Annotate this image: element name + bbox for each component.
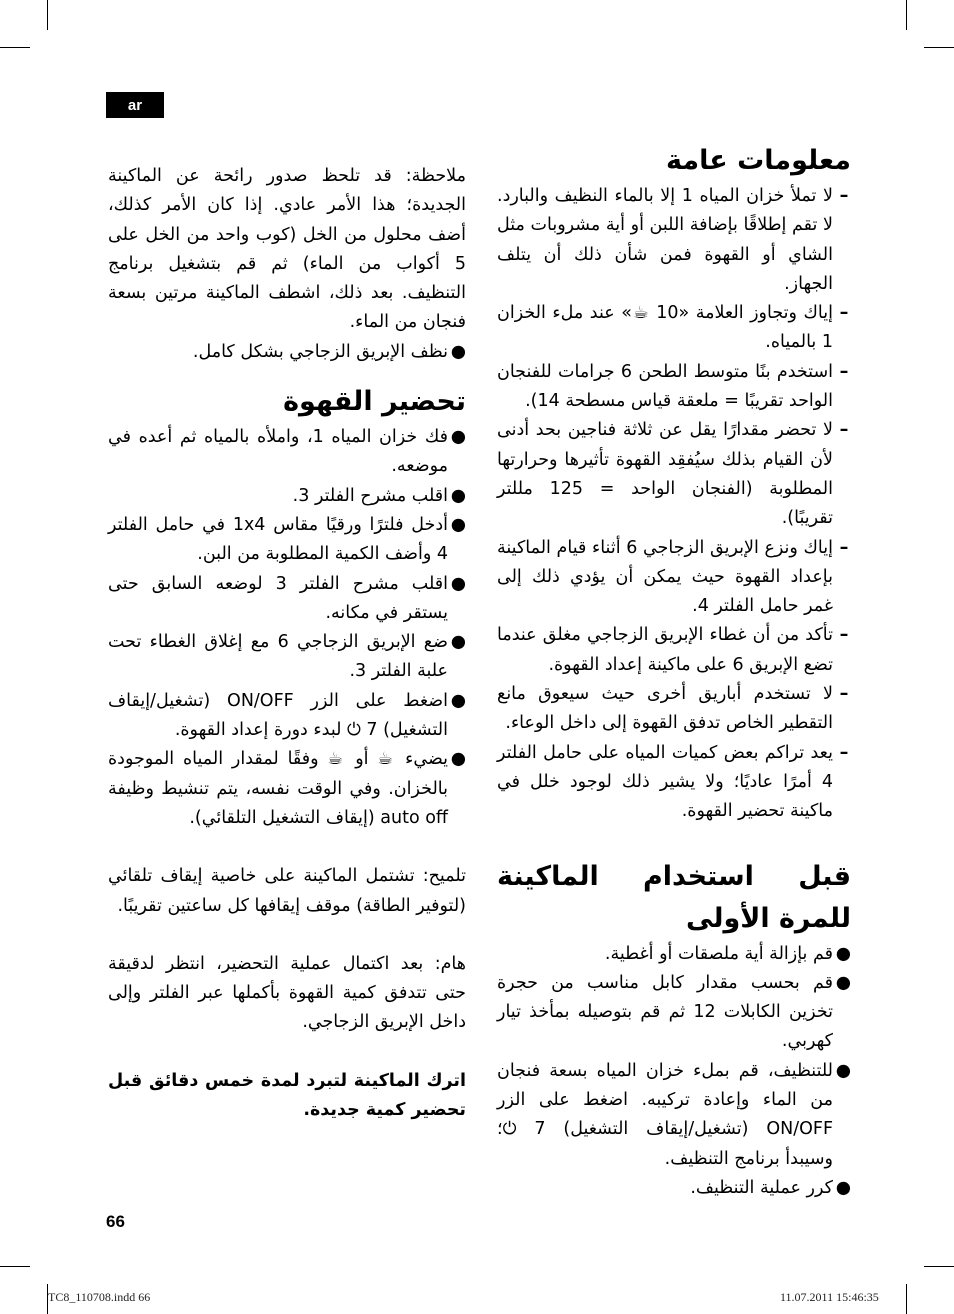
- brew-step-text: اقلب مشرح الفلتر 3 لوضعه السابق حتى يستقر في مكانه.: [108, 573, 448, 623]
- right-column: [497, 140, 851, 1203]
- general-info-item-text: لا تحضر مقدارًا يقل عن ثلاثة فناجين بحد أدنى لأن القيام بذلك سيُفقِد القهوة تأثيرها وحرارتها المطلوبة (الفنجان الواحد = 125 مللتر تقريبًا).: [497, 420, 833, 529]
- before-use-list: [497, 940, 851, 1204]
- crop-mark: [924, 47, 954, 48]
- brew-step: [108, 628, 466, 687]
- dash-marker: –: [839, 537, 849, 558]
- general-info-heading: معلومات عامة: [666, 145, 851, 176]
- crop-mark: [924, 1266, 954, 1267]
- general-info-item: [497, 739, 851, 827]
- dash-marker: –: [839, 361, 849, 382]
- before-use-item-text: كرر عملية التنظيف.: [690, 1177, 833, 1198]
- bullet-icon: ●: [835, 1060, 851, 1081]
- general-info-item: [497, 416, 851, 533]
- before-use-item-text: للتنظيف، قم بملء خزان المياه بسعة فنجان من الماء وإعادة تركيبه. اضغط على الزر ON/OFF (تشغيل/إيقاف التشغيل) 7 ⏻؛ وسيبدأ برنامج التنظيف.: [497, 1060, 834, 1169]
- bullet-icon: ●: [835, 943, 851, 964]
- note-list: [108, 338, 466, 367]
- general-info-item-text: لا تملأ خزان المياه 1 إلا بالماء النظيف والبارد. لا تقم إطلاقًا بإضافة اللبن أو أية مشروبات مثل الشاي أو القهوة فمن شأن ذلك أن يتلف الجهاز.: [497, 186, 833, 294]
- bullet-icon: ●: [450, 632, 466, 653]
- brew-step-text: يضيء ☕ أو ☕ وفقًا لمقدار المياه الموجودة بالخزان. وفي الوقت نفسه، يتم تنشيط وظيفة auto off (إيقاف التشغيل التلقائي).: [108, 749, 448, 828]
- crop-mark: [0, 47, 30, 48]
- brew-step-text: اقلب مشرح الفلتر 3.: [292, 485, 448, 506]
- bullet-icon: ●: [450, 514, 466, 535]
- crop-mark: [0, 1266, 30, 1267]
- bullet-icon: ●: [450, 573, 466, 594]
- brew-step: [108, 423, 466, 482]
- general-info-item-text: إياك ونزع الإبريق الزجاجي 6 أثناء قيام الماكينة بإعداد القهوة حيث يمكن أن يؤدي ذلك إلى غمر حامل الفلتر 4.: [497, 537, 833, 617]
- dash-marker: –: [839, 684, 849, 705]
- bullet-icon: ●: [450, 690, 466, 711]
- brew-step-text: فك خزان المياه 1، واملأه بالمياه ثم أعده في موضعه.: [108, 427, 448, 477]
- general-info-item-text: استخدم بنًا متوسط الطحن 6 جرامات للفنجان الواحد تقريبًا = ملعقة قياس مسطحة 14).: [497, 361, 833, 412]
- general-info-item: [497, 358, 851, 417]
- brew-step: [108, 511, 466, 570]
- bullet-icon: ●: [450, 427, 466, 448]
- dash-marker: –: [839, 420, 849, 441]
- general-info-item: [497, 534, 851, 622]
- bullet-icon: ●: [450, 341, 466, 362]
- before-use-item: [497, 940, 851, 969]
- brew-step-text: ضع الإبريق الزجاجي 6 مع إغلاق الغطاء تحت علبة الفلتر 3.: [108, 632, 448, 682]
- dash-marker: –: [839, 303, 849, 324]
- tip-paragraph: تلميح: تشتمل الماكينة على خاصية إيقاف تلقائي (لتوفير الطاقة) موقف إيقافها كل ساعتين تقريبًا.: [108, 866, 466, 916]
- before-use-item-text: قم بإزالة أية ملصقات أو أغطية.: [604, 943, 833, 964]
- brew-list: [108, 423, 466, 833]
- before-use-item: [497, 969, 851, 1057]
- before-use-item: [497, 1174, 851, 1203]
- general-info-item-text: لا تستخدم أباريق أخرى حيث سيعوق مانع التقطير الخاص تدفق القهوة إلى داخل الوعاء.: [497, 684, 833, 734]
- bold-note: اترك الماكينة لتبرد لمدة خمس دقائق قبل تحضير كمية جديدة.: [108, 1070, 466, 1121]
- general-info-item-text: إياك وتجاوز العلامة «10 ☕» عند ملء الخزان 1 بالمياه.: [497, 303, 833, 353]
- language-tab: ar: [106, 92, 164, 118]
- crop-mark: [906, 1284, 907, 1314]
- general-info-item: [497, 299, 851, 358]
- left-column: [108, 162, 466, 1125]
- bullet-icon: ●: [835, 1177, 851, 1198]
- general-info-item-text: تأكد من أن غطاء الإبريق الزجاجي مغلق عندما تضع الإبريق 6 على ماكينة إعداد القهوة.: [497, 625, 833, 675]
- note-paragraph: ملاحظة: قد تلحظ صدور رائحة عن الماكينة الجديدة؛ هذا الأمر عادي. إذا كان الأمر كذلك، أضف محلول من الخل (كوب واحد من الخل على 5 أكواب من الماء) ثم قم بتشغيل برنامج التنظيف. بعد ذلك، اشطف الماكينة مرتين بسعة فنجان من الماء.: [108, 166, 466, 333]
- brew-step: [108, 745, 466, 833]
- dash-marker: –: [839, 186, 849, 206]
- bullet-icon: ●: [450, 749, 466, 770]
- before-use-heading: قبل استخدام الماكينة للمرة الأولى: [497, 860, 851, 934]
- dash-marker: –: [839, 742, 849, 763]
- important-paragraph: هام: بعد اكتمال عملية التحضير، انتظر لدقيقة حتى تتدفق كمية القهوة بأكملها عبر الفلتر وإلى داخل الإبريق الزجاجي.: [108, 953, 466, 1033]
- brew-heading: تحضير القهوة: [283, 386, 466, 418]
- bullet-icon: ●: [450, 485, 466, 506]
- footer-file: TC8_110708.indd 66: [48, 1290, 151, 1304]
- spacer: [497, 827, 851, 856]
- before-use-item-text: قم بحسب مقدار كابل مناسب من حجرة تخزين الكابلات 12 ثم قم بتوصيله بمأخذ تيار كهربي.: [497, 972, 833, 1052]
- footer-date: 11.07.2011 15:46:35: [780, 1290, 879, 1304]
- spacer: [108, 833, 466, 862]
- general-info-list: [497, 182, 851, 827]
- brew-step: [108, 570, 466, 629]
- general-info-item: [497, 680, 851, 739]
- spacer: [108, 921, 466, 950]
- crop-mark: [47, 0, 48, 30]
- general-info-item: [497, 182, 851, 299]
- dash-marker: –: [839, 625, 849, 646]
- bullet-icon: ●: [835, 972, 851, 993]
- general-info-item: [497, 621, 851, 680]
- before-use-item: [497, 1057, 851, 1174]
- general-info-item-text: يعد تراكم بعض كميات المياه على حامل الفلتر 4 أمرًا عاديًا؛ ولا يشير ذلك لوجود خلل في ماكينة تحضير القهوة.: [497, 742, 833, 822]
- spacer: [108, 1038, 466, 1067]
- note-item: [108, 338, 466, 367]
- page-number: 66: [106, 1212, 125, 1231]
- brew-step: [108, 687, 466, 746]
- brew-step-text: أدخل فلترًا ورقيًا مقاس 1x4 في حامل الفلتر 4 وأضف الكمية المطلوبة من البن.: [108, 514, 448, 565]
- brew-step: [108, 482, 466, 511]
- note-item-text: نظف الإبريق الزجاجي بشكل كامل.: [192, 341, 448, 362]
- crop-mark: [906, 0, 907, 30]
- brew-step-text: اضغط على الزر ON/OFF (تشغيل/إيقاف التشغيل) 7 ⏻ لبدء دورة إعداد القهوة.: [108, 690, 448, 741]
